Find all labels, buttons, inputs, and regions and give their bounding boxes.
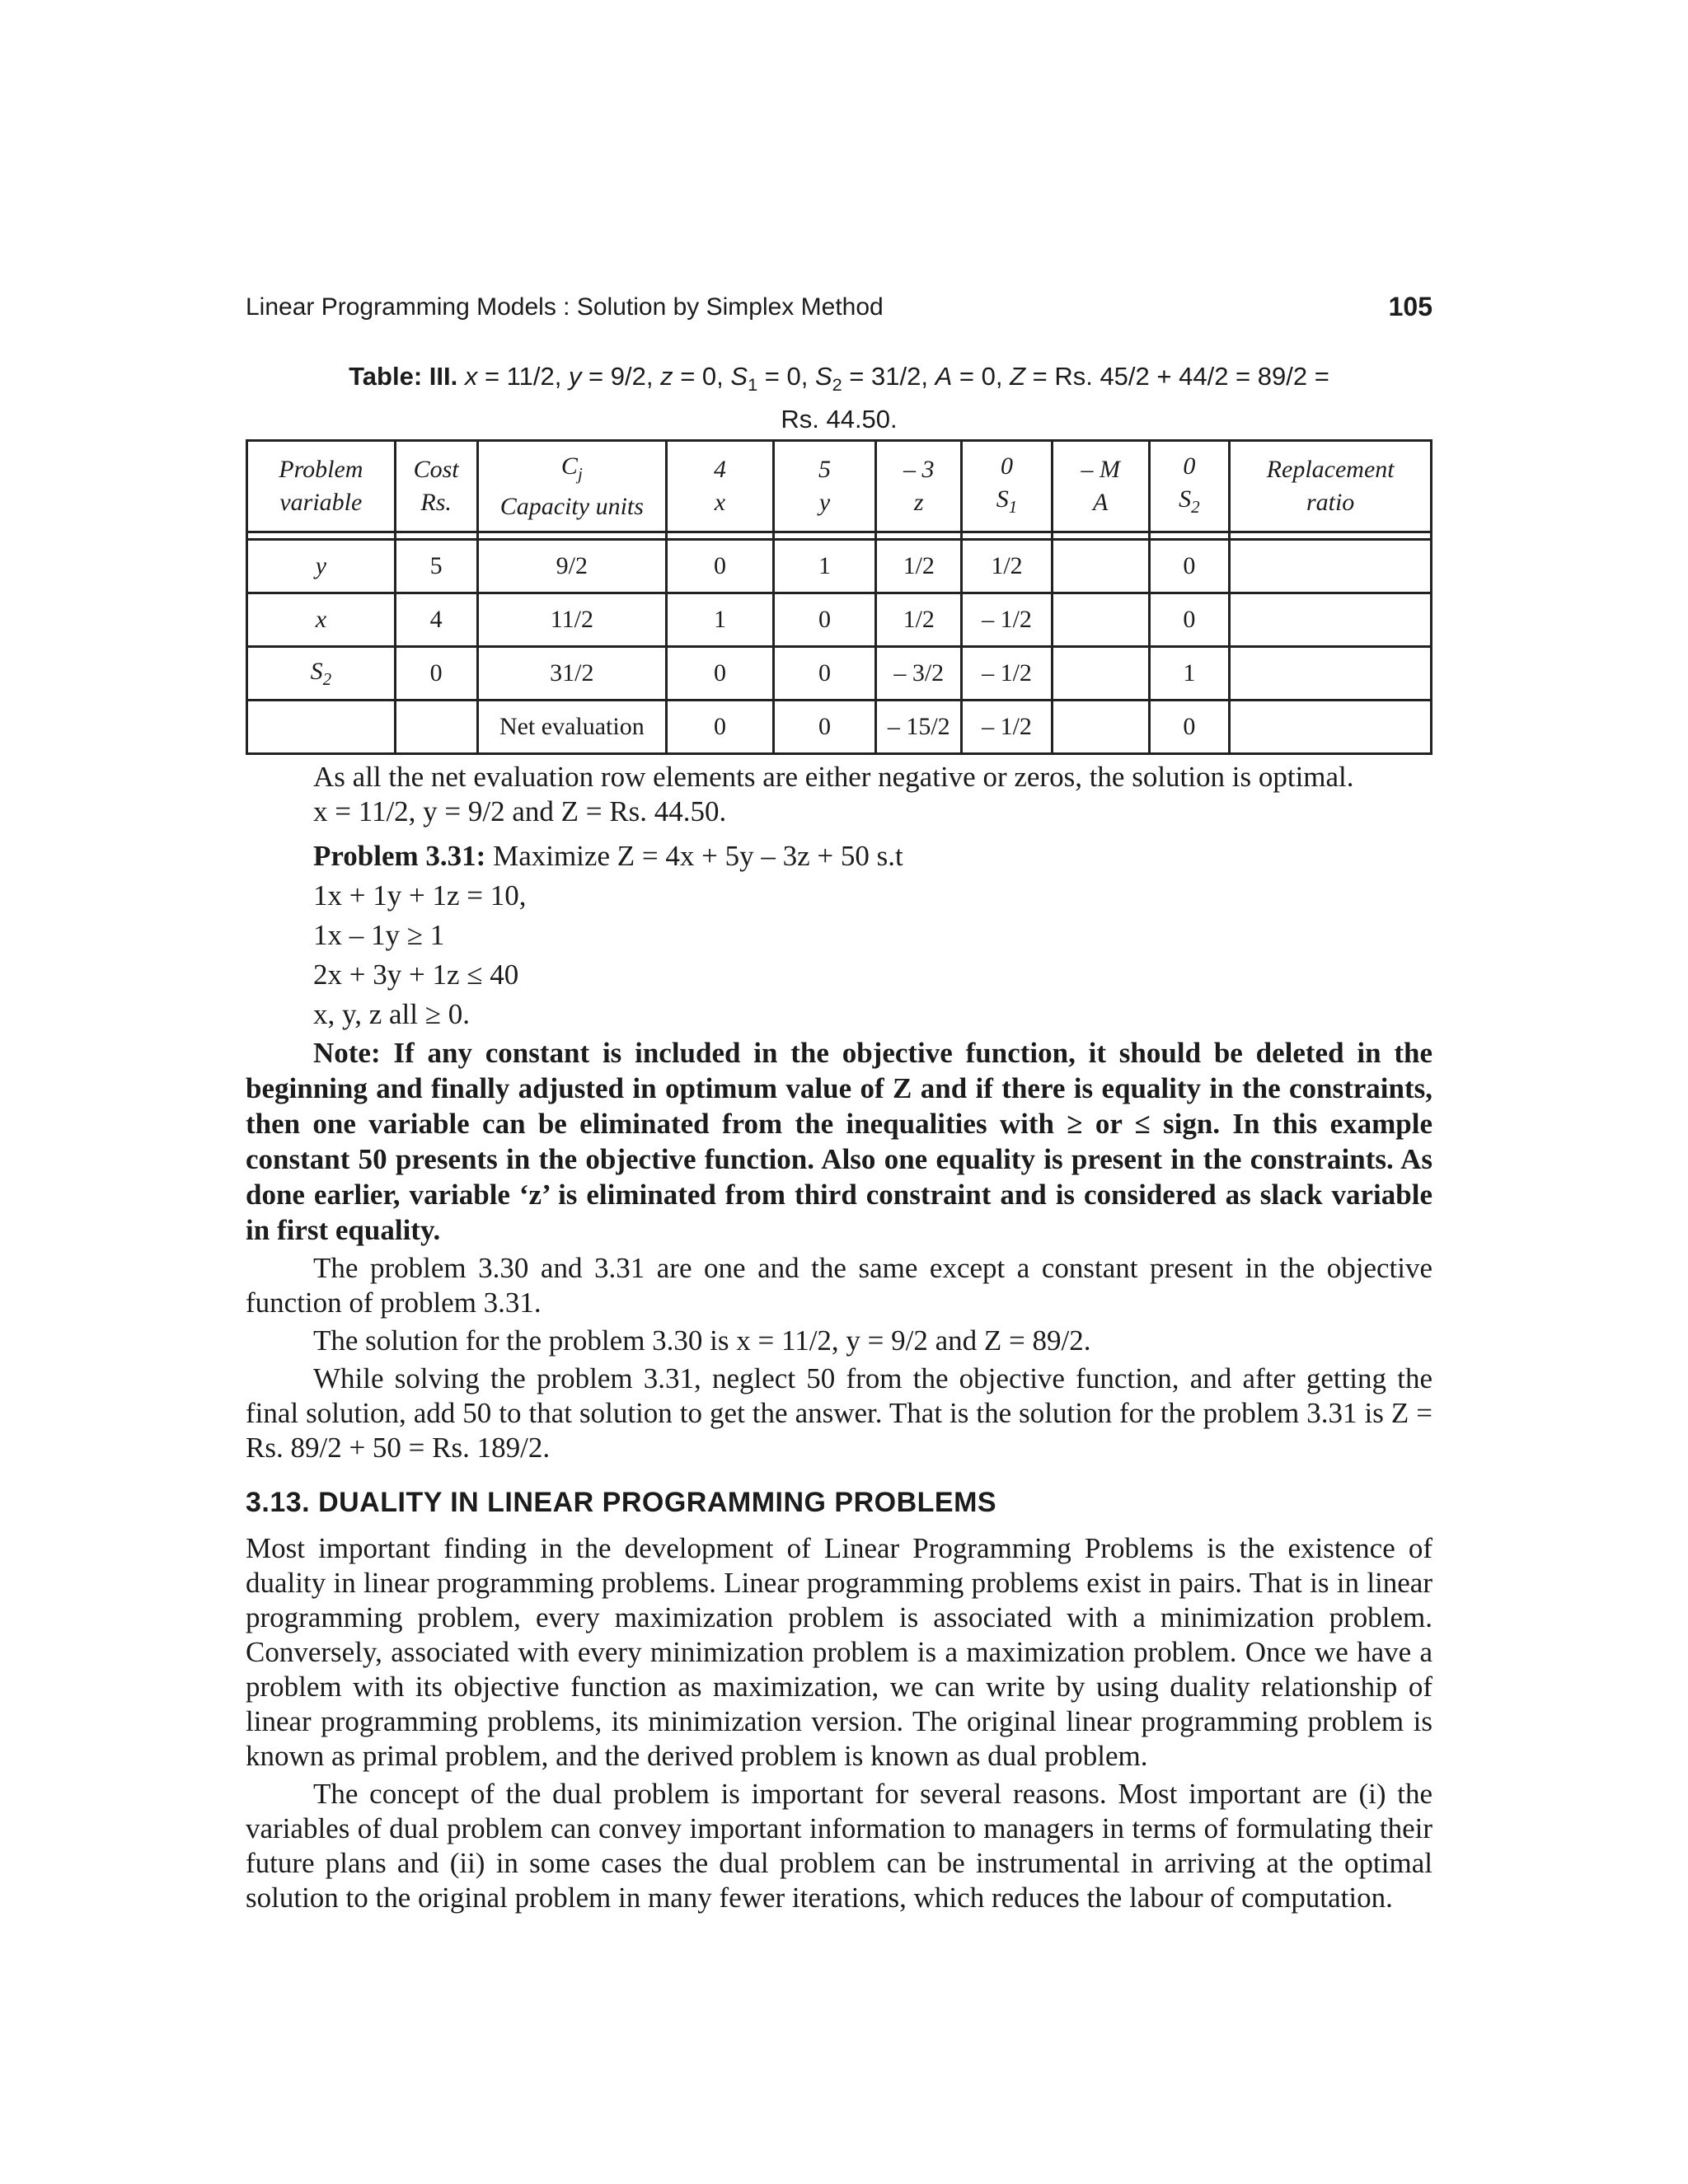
cell-s2: 0 xyxy=(1149,593,1230,647)
cell-cost: 0 xyxy=(395,647,477,701)
cell-s1: – 1/2 xyxy=(962,647,1053,701)
cell-ratio xyxy=(1230,701,1432,754)
cell-a xyxy=(1052,593,1149,647)
paragraph-3: While solving the problem 3.31, neglect 50 from the objective function, and after getting the final solution, add 50 to that solution to get the answer. That is the solution for the problem 3.31 is Z = Rs. 89/2 + 50 = Rs. 189/2. xyxy=(246,1362,1432,1464)
cell-s1: – 1/2 xyxy=(962,593,1053,647)
cell-a xyxy=(1052,647,1149,701)
th-replacement-ratio: Replacement ratio xyxy=(1230,441,1432,532)
cell-x: 0 xyxy=(667,701,774,754)
optimal-solution: x = 11/2, y = 9/2 and Z = Rs. 44.50. xyxy=(313,795,727,827)
cell-cost: 4 xyxy=(395,593,477,647)
cell-z: – 3/2 xyxy=(876,647,962,701)
caption-text-line1: x = 11/2, y = 9/2, z = 0, $S_1 = 0$, $S_2 = 31/2$, A = 0, Z = Rs. 45/2 + 44/2 = 89/2 = xyxy=(464,362,1329,396)
table-row xyxy=(247,593,1432,647)
table-row xyxy=(247,540,1432,593)
cell-x: 0 xyxy=(667,647,774,701)
th-s2: 0 $S_2$ xyxy=(1149,441,1230,532)
th-y: 5 y xyxy=(773,441,876,532)
cell-var: x xyxy=(247,593,396,647)
constraint-2: 1x – 1y ≥ 1 xyxy=(313,919,445,951)
body-text xyxy=(246,760,1432,1915)
cell-a xyxy=(1052,701,1149,754)
problem-statement xyxy=(246,839,1432,874)
cell-cap: 9/2 xyxy=(477,540,667,593)
cell-y: 1 xyxy=(773,540,876,593)
page-number: 105 xyxy=(1388,292,1432,321)
cell-y: 0 xyxy=(773,593,876,647)
table-row-net-evaluation xyxy=(247,701,1432,754)
cell-var xyxy=(247,701,396,754)
table-caption xyxy=(246,359,1432,437)
cell-var: $S_2$ xyxy=(247,647,396,701)
simplex-table xyxy=(246,439,1432,755)
cell-z: – 15/2 xyxy=(876,701,962,754)
cell-s2: 0 xyxy=(1149,540,1230,593)
running-title: Linear Programming Models : Solution by Simplex Method xyxy=(246,293,884,321)
th-cj: $C_j$ Capacity units xyxy=(477,441,667,532)
constraint-4: x, y, z all ≥ 0. xyxy=(313,998,470,1030)
problem-label: Problem 3.31: xyxy=(313,840,486,872)
cell-x: 1 xyxy=(667,593,774,647)
cell-z: 1/2 xyxy=(876,593,962,647)
constraint-1: 1x + 1y + 1z = 10, xyxy=(313,879,527,912)
th-z: – 3 z xyxy=(876,441,962,532)
cell-y: 0 xyxy=(773,701,876,754)
th-a: – M A xyxy=(1052,441,1149,532)
cell-var: y xyxy=(247,540,396,593)
table-row xyxy=(247,647,1432,701)
cell-ratio xyxy=(1230,540,1432,593)
running-header xyxy=(246,290,1432,326)
cell-a xyxy=(1052,540,1149,593)
cell-x: 0 xyxy=(667,540,774,593)
cell-ratio xyxy=(1230,647,1432,701)
cell-cost: 5 xyxy=(395,540,477,593)
caption-label: Table: III. xyxy=(349,362,458,391)
th-x: 4 x xyxy=(667,441,774,532)
paragraph-4: Most important finding in the development of Linear Programming Problems is the existence of duality in linear programming problems. Linear programming problems exist in pairs. That is in linear programming problem, every maximization problem is associated with a minimization problem. Conversely, associated with every minimization problem is a maximization problem. Once we have a problem with its objective function as maximization, we can write by using duality relationship of linear programming problems, its minimization version. The original linear programming problem is known as primal problem, and the derived problem is known as dual problem. xyxy=(246,1532,1432,1772)
constraint-3: 2x + 3y + 1z ≤ 40 xyxy=(313,958,519,991)
cell-s1: – 1/2 xyxy=(962,701,1053,754)
cell-cost xyxy=(395,701,477,754)
paragraph-2: The solution for the problem 3.30 is x = 11/2, y = 9/2 and Z = 89/2. xyxy=(313,1324,1091,1357)
th-cost: Cost Rs. xyxy=(395,441,477,532)
paragraph-5: The concept of the dual problem is important for several reasons. Most important are (i) the variables of dual problem can convey important information to managers in terms of formulating their future plans and (ii) in some cases the dual problem can be instrumental in arriving at the optimal solution to the original problem in many fewer iterations, which reduces the labour of computation. xyxy=(246,1778,1432,1914)
paragraph-1: The problem 3.30 and 3.31 are one and the same except a constant present in the objective function of problem 3.31. xyxy=(246,1252,1432,1319)
note-paragraph: Note: If any constant is included in the objective function, it should be deleted in the beginning and finally adjusted in optimum value of Z and if there is equality in the constraints, then one variable can be eliminated from the inequalities with ≥ or ≤ sign. In this example constant 50 presents in the objective function. Also one equality is present in the constraints. As done earlier, variable ‘z’ is eliminated from third constraint and is considered as slack variable in first equality. xyxy=(246,1037,1432,1246)
th-problem-variable: Problem variable xyxy=(247,441,396,532)
caption-text-line2: Rs. 44.50. xyxy=(781,405,898,434)
cell-ratio xyxy=(1230,593,1432,647)
cell-y: 0 xyxy=(773,647,876,701)
problem-text: Maximize Z = 4x + 5y – 3z + 50 s.t xyxy=(493,840,903,872)
th-s1: 0 $S_1$ xyxy=(962,441,1053,532)
cell-cap: 11/2 xyxy=(477,593,667,647)
optimal-statement: As all the net evaluation row elements are either negative or zeros, the solution is optimal. xyxy=(313,761,1354,793)
section-heading: 3.13. DUALITY IN LINEAR PROGRAMMING PROBLEMS xyxy=(246,1487,997,1518)
cell-s2: 1 xyxy=(1149,647,1230,701)
cell-cap: Net evaluation xyxy=(477,701,667,754)
cell-s1: 1/2 xyxy=(962,540,1053,593)
cell-cap: 31/2 xyxy=(477,647,667,701)
cell-s2: 0 xyxy=(1149,701,1230,754)
cell-z: 1/2 xyxy=(876,540,962,593)
